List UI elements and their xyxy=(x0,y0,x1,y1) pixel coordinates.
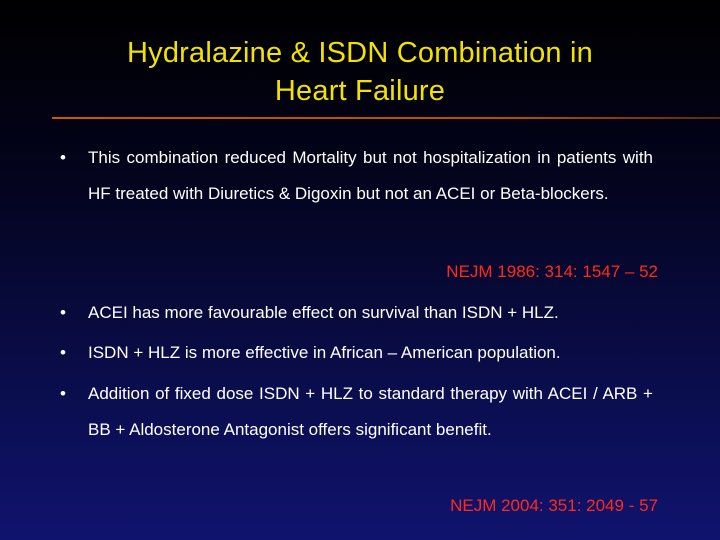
bullet-text-2: ACEI has more favourable effect on survival than ISDN + HLZ. xyxy=(88,303,559,322)
bullet-marker-4: • xyxy=(60,384,66,403)
bullet-text-4: Addition of fixed dose ISDN + HLZ to standard therapy with ACEI / ARB + BB + Aldosterone Antagonist offers significant benefit. xyxy=(88,384,653,439)
reference-1: NEJM 1986: 314: 1547 – 52 xyxy=(446,262,658,281)
slide-title xyxy=(40,34,680,110)
bullet-text-1: This combination reduced Mortality but not hospitalization in patients with HF treated with Diuretics & Digoxin but not an ACEI or Beta-blockers. xyxy=(88,148,653,203)
bullet-marker-2: • xyxy=(60,303,66,322)
bullet-marker-1: • xyxy=(60,148,66,167)
title-divider xyxy=(52,117,720,119)
bullet-text-3: ISDN + HLZ is more effective in African – American population. xyxy=(88,343,561,362)
slide-title-line-2: Heart Failure xyxy=(274,75,446,107)
reference-2: NEJM 2004: 351: 2049 - 57 xyxy=(450,496,658,515)
bullet-marker-3: • xyxy=(60,343,66,362)
slide-title-line-1: Hydralazine & ISDN Combination in xyxy=(127,37,593,69)
